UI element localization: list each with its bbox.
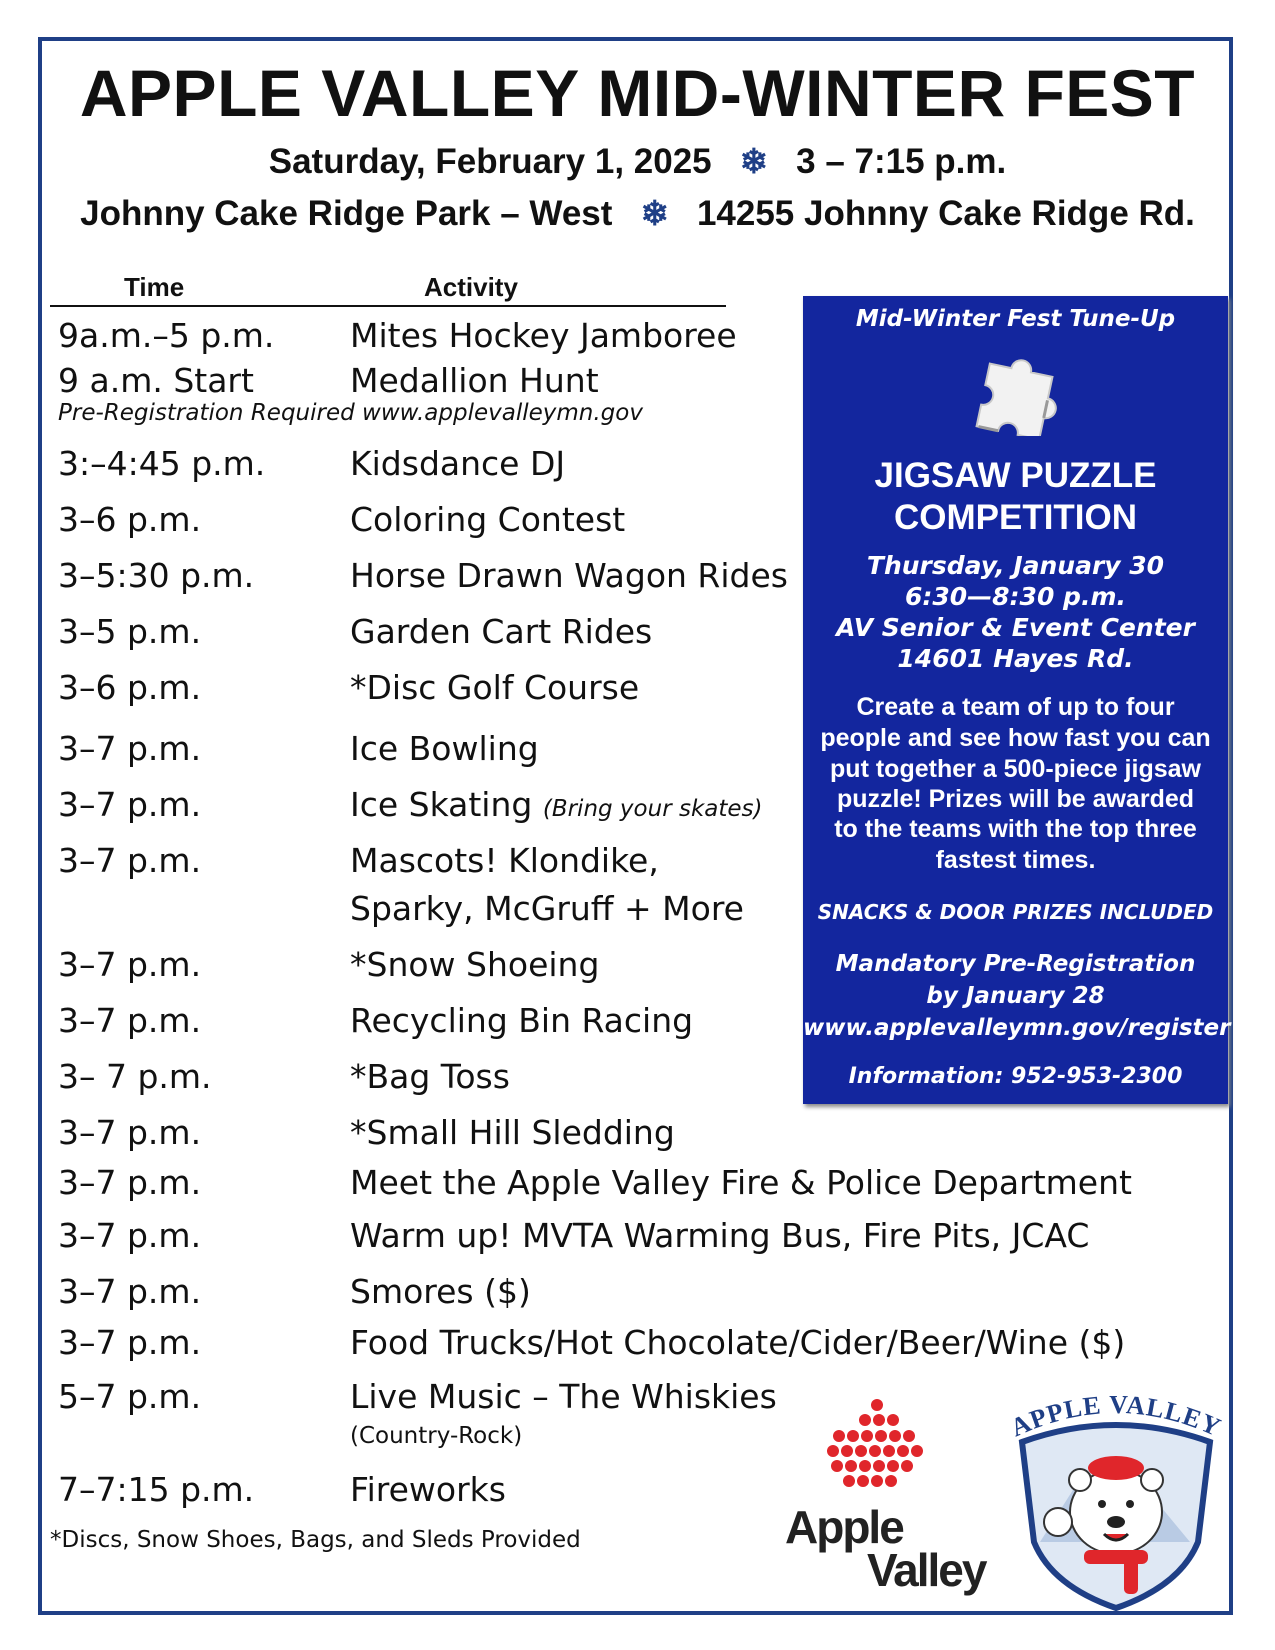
apple-valley-logo: [785, 1395, 1005, 1595]
promo-prereg-line1: Mandatory Pre-Registration: [835, 951, 1196, 977]
row-time: 3–7 p.m.: [58, 1163, 202, 1202]
row-activity: Food Trucks/Hot Chocolate/Cider/Beer/Wine ($): [350, 1323, 1126, 1362]
promo-body-line: people and see how fast you can: [820, 724, 1211, 752]
promo-tagline: Mid-Winter Fest Tune-Up: [855, 306, 1176, 332]
row-activity: Smores ($): [350, 1272, 531, 1311]
row-activity: Warm up! MVTA Warming Bus, Fire Pits, JCAC: [350, 1216, 1090, 1255]
page-title: APPLE VALLEY MID-WINTER FEST: [79, 56, 1196, 130]
row-time: 9a.m.–5 p.m.: [58, 316, 275, 355]
row-time: 3–7 p.m.: [58, 785, 202, 824]
promo-body-line: put together a 500-piece jigsaw: [830, 755, 1201, 783]
row-activity: Fireworks: [350, 1470, 506, 1509]
city-logo-text-line2: Valley: [867, 1544, 986, 1596]
row-activity: Recycling Bin Racing: [350, 1001, 694, 1040]
snowflake-icon: ❄: [640, 195, 669, 233]
row-activity: Ice Skating: [350, 785, 533, 824]
row-time: 3–7 p.m.: [58, 1323, 202, 1362]
row-activity: *Bag Toss: [350, 1057, 510, 1096]
row-time: 9 a.m. Start: [58, 361, 254, 400]
promo-address: 14601 Hayes Rd.: [897, 644, 1134, 673]
footnote: *Discs, Snow Shoes, Bags, and Sleds Provided: [50, 1527, 581, 1553]
row-activity: Ice Bowling: [350, 729, 539, 768]
row-activity: *Small Hill Sledding: [350, 1113, 675, 1152]
time-column-header: Time: [124, 272, 185, 302]
event-time: 3 – 7:15 p.m.: [796, 142, 1007, 181]
promo-body-line: puzzle! Prizes will be awarded: [836, 785, 1195, 813]
event-location: Johnny Cake Ridge Park – West: [80, 194, 613, 233]
row-time: 3–7 p.m.: [58, 1216, 202, 1255]
promo-info-phone: Information: 952-953-2300: [848, 1064, 1183, 1089]
puzzle-promo-panel: [803, 296, 1231, 1104]
event-date: Saturday, February 1, 2025: [268, 142, 712, 181]
row-time: 3–7 p.m.: [58, 1272, 202, 1311]
row-time: 3–7 p.m.: [58, 1001, 202, 1040]
row-activity: Mites Hockey Jamboree: [350, 316, 737, 355]
date-time-line: [0, 142, 1275, 182]
promo-heading-line2: COMPETITION: [893, 498, 1138, 537]
promo-date: Thursday, January 30: [866, 551, 1165, 580]
apple-dots-icon: [827, 1399, 923, 1487]
row-time: 3–7 p.m.: [58, 729, 202, 768]
row-activity: Coloring Contest: [350, 500, 626, 539]
promo-register-link[interactable]: www.applevalleymn.gov/register: [803, 1015, 1231, 1041]
row-activity: *Disc Golf Course: [350, 668, 640, 707]
row-activity: Medallion Hunt: [350, 361, 599, 400]
row-activity: Garden Cart Rides: [350, 612, 653, 651]
promo-snacks: SNACKS & DOOR PRIZES INCLUDED: [817, 900, 1214, 924]
promo-time: 6:30—8:30 p.m.: [904, 582, 1126, 611]
badge-title-text: APPLE VALLEY: [1006, 1389, 1226, 1443]
event-address: 14255 Johnny Cake Ridge Rd.: [696, 194, 1195, 233]
promo-heading-line1: JIGSAW PUZZLE: [874, 456, 1157, 495]
row-activity: *Snow Shoeing: [350, 945, 600, 984]
row-time: 3–7 p.m.: [58, 1113, 202, 1152]
mid-winter-fest-badge: [1000, 1372, 1232, 1612]
row-time: 7–7:15 p.m.: [58, 1470, 255, 1509]
row-note: (Bring your skates): [542, 796, 763, 822]
row-time: 3:–4:45 p.m.: [58, 444, 266, 483]
row-time: 3–5:30 p.m.: [58, 556, 255, 595]
row-time: 5–7 p.m.: [58, 1377, 202, 1416]
row-time: 3–6 p.m.: [58, 500, 202, 539]
prereg-note: Pre-Registration Required www.applevalleymn.gov: [58, 400, 643, 426]
puzzle-piece-icon: [803, 344, 1228, 436]
row-activity: Horse Drawn Wagon Rides: [350, 556, 788, 595]
row-time: 3–5 p.m.: [58, 612, 202, 651]
row-activity: Meet the Apple Valley Fire & Police Department: [350, 1163, 1132, 1202]
promo-body-line: Create a team of up to four: [856, 693, 1175, 721]
row-time: 3–6 p.m.: [58, 668, 202, 707]
promo-venue: AV Senior & Event Center: [836, 613, 1195, 642]
promo-body-line: fastest times.: [935, 846, 1096, 874]
row-activity-line2: Sparky, McGruff + More: [350, 889, 744, 928]
row-time: 3– 7 p.m.: [58, 1057, 212, 1096]
promo-prereg-line2: by January 28: [926, 983, 1105, 1009]
location-line: [0, 194, 1275, 234]
promo-body-line: to the teams with the top three: [834, 815, 1197, 843]
city-logo-text-line1: Apple: [785, 1501, 903, 1553]
row-activity: Kidsdance DJ: [350, 444, 566, 483]
row-activity: Live Music – The Whiskies: [350, 1377, 777, 1416]
snowflake-icon: ❄: [739, 143, 769, 181]
row-subnote: (Country-Rock): [350, 1423, 523, 1449]
header-divider: [50, 305, 726, 307]
row-activity: Mascots! Klondike,: [350, 841, 659, 880]
row-time: 3–7 p.m.: [58, 841, 202, 880]
row-time: 3–7 p.m.: [58, 945, 202, 984]
activity-column-header: Activity: [424, 272, 518, 302]
